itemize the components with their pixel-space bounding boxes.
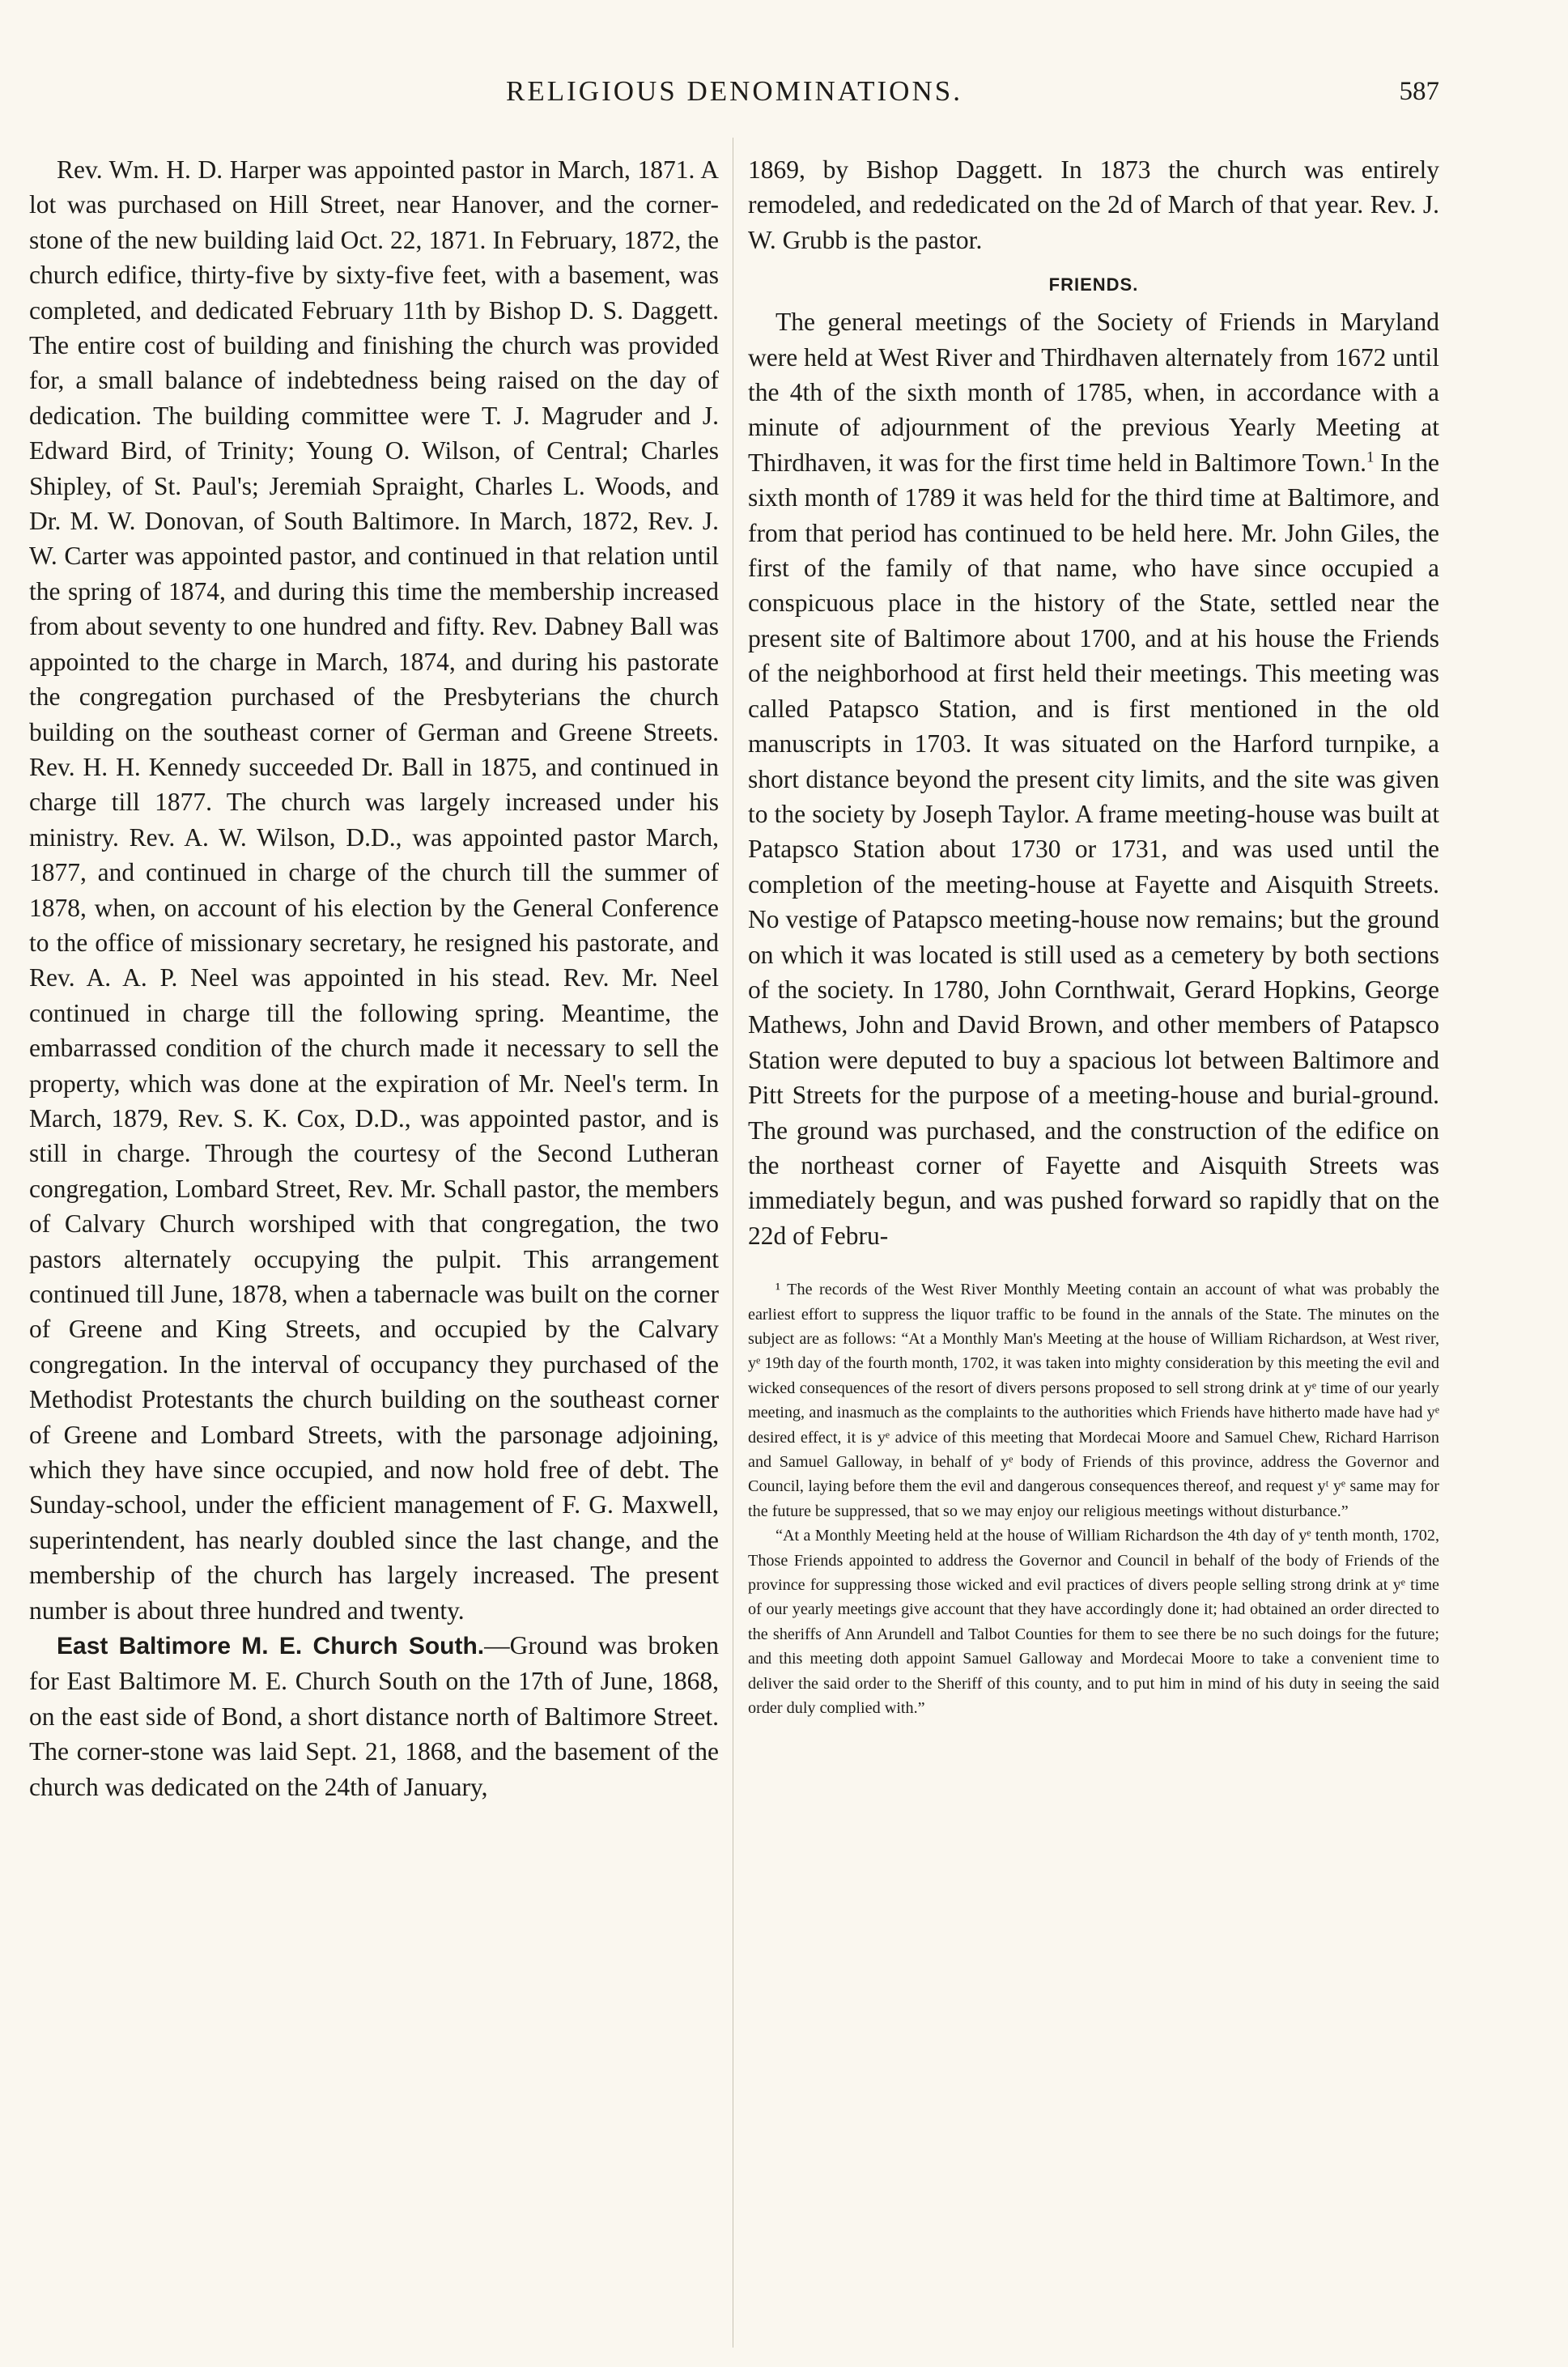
footnote-marker: 1 bbox=[1366, 448, 1375, 466]
friends-text-a: The general meetings of the Society of Friends in Maryland were held at West River and Thirdhaven alternately from 1672 until the 4th of the sixth month of 1785, when, in accordance with a minute of adjournment of the previous Yearly Meeting at Thirdhaven, it was for the first time held in Baltimore Town. bbox=[748, 308, 1439, 477]
footnote-1-continued: “At a Monthly Meeting held at the house of William Richardson the 4th day of yᵉ tenth month, 1702, Those Friends appointed to address the Governor and Council in behalf of the body of Friends of the province for suppressing those wicked and evil practices of divers people selling strong drink at yᵉ time of our yearly meetings give account that they have accordingly done it; had obtained an order directed to the sheriffs of Ann Arundell and Talbot Counties for them to see there be no such doings for the future; and this meeting doth appoint Samuel Galloway and Mordecai Moore to take a convenient time to deliver the said order to the Sheriff of this county, and to put him in mind of his duty in seeing the said order duly complied with.” bbox=[748, 1527, 1439, 1718]
running-head bbox=[29, 71, 1439, 120]
footnote-1: ¹ The records of the West River Monthly Meeting contain an account of what was probably the earliest effort to suppress the liquor traffic to be found in the annals of the State. The minutes on the subject are as follows: “At a Monthly Man's Meeting at the house of William Richardson, at West river, yᵉ 19th day of the fourth month, 1702, it was taken into mighty consideration by this meeting the evil and wicked consequences of the resort of divers persons proposed to sell strong drink at yᵉ time of our yearly meeting, and inasmuch as the complaints to the authorities which Friends have hitherto made have had yᵉ desired effect, it is yᵉ advice of this meeting that Mordecai Moore and Samuel Chew, Richard Harrison and Samuel Galloway, in behalf of yᵉ body of Friends of this province, address the Governor and Council, laying before them the evil and dangerous consequences thereof, and request yᵗ yᵉ same may for the future be suppressed, that so we may enjoy our religious meetings without disturbance.” bbox=[748, 1281, 1439, 1520]
right-column bbox=[748, 152, 1439, 1721]
footnotes bbox=[748, 1277, 1439, 1720]
page-number: 587 bbox=[1399, 77, 1439, 106]
running-title: RELIGIOUS DENOMINATIONS. bbox=[506, 75, 962, 107]
paragraph-friends bbox=[748, 304, 1439, 1253]
friends-text-b: In the sixth month of 1789 it was held for the third time at Baltimore, and from that period has continued to be held here. Mr. John Giles, the first of the family of that name, who have since occupied a conspicuous place in the history of the State, settled near the present site of Baltimore about 1700, and at his house the Friends of the neighborhood at first held their meetings. This meeting was called Patapsco Station, and is first mentioned in the old manuscripts in 1703. It was situated on the Harford turnpike, a short distance beyond the present city limits, and the site was given to the society by Joseph Taylor. A frame meeting-house was built at Patapsco Station about 1730 or 1731, and was used until the completion of the meeting-house at Fayette and Aisquith Streets. No vestige of Patapsco meeting-house now remains; but the ground on which it was located is still used as a cemetery by both sections of the society. In 1780, John Cornthwait, Gerard Hopkins, George Mathews, John and David Brown, and other members of Patapsco Station were deputed to buy a spacious lot between Baltimore and Pitt Streets for the purpose of a meeting-house and burial-ground. The ground was purchased, and the construction of the edifice on the northeast corner of Fayette and Aisquith Streets was immediately begun, and was pushed forward so rapidly that on the 22d of Febru- bbox=[748, 448, 1439, 1250]
church-title: East Baltimore M. E. Church South. bbox=[57, 1633, 485, 1660]
section-heading-friends: FRIENDS. bbox=[1048, 274, 1139, 295]
paragraph-east-baltimore-church bbox=[29, 1628, 719, 1804]
paragraph-calvary-church: Rev. Wm. H. D. Harper was appointed pastor in March, 1871. A lot was purchased on Hill Street, near Hanover, and the corner-stone of the new building laid Oct. 22, 1871. In February, 1872, the church edifice, thirty-five by sixty-five feet, with a basement, was completed, and dedicated February 11th by Bishop D. S. Daggett. The entire cost of building and finishing the church was provided for, a small balance of indebtedness being raised on the day of dedication. The building committee were T. J. Magruder and J. Edward Bird, of Trinity; Young O. Wilson, of Central; Charles Shipley, of St. Paul's; Jeremiah Spraight, Charles L. Woods, and Dr. M. W. Donovan, of South Baltimore. In March, 1872, Rev. J. W. Carter was appointed pastor, and continued in that relation until the spring of 1874, and during this time the membership increased from about seventy to one hundred and fifty. Rev. Dabney Ball was appointed to the charge in March, 1874, and during his pastorate the congregation purchased of the Presbyterians the church building on the southeast corner of German and Greene Streets. Rev. H. H. Kennedy succeeded Dr. Ball in 1875, and continued in charge till 1877. The church was largely increased under his ministry. Rev. A. W. Wilson, D.D., was appointed pastor March, 1877, and continued in charge of the church till the summer of 1878, when, on account of his election by the General Conference to the office of missionary secretary, he resigned his pastorate, and Rev. A. A. P. Neel was appointed in his stead. Rev. Mr. Neel continued in charge till the following spring. Meantime, the embarrassed condition of the church made it necessary to sell the property, which was done at the expiration of Mr. Neel's term. In March, 1879, Rev. S. K. Cox, D.D., was appointed pastor, and is still in charge. Through the courtesy of the Second Lutheran congregation, Lombard Street, Rev. Mr. Schall pastor, the members of Calvary Church worshiped with that congregation, the two pastors alternately occupying the pulpit. This arrangement continued till June, 1878, when a tabernacle was built on the corner of Greene and King Streets, and occupied by the Calvary congregation. In the interval of occupancy they purchased of the Methodist Protestants the church building on the southeast corner of Greene and Lombard Streets, with the parsonage adjoining, which they have since occupied, and now hold free of debt. The Sunday-school, under the efficient management of F. G. Maxwell, superintendent, has nearly doubled since the last change, and the membership of the church has largely increased. The present number is about three hundred and twenty. bbox=[29, 155, 719, 1625]
east-baltimore-text: —Ground was broken for East Baltimore M. E. Church South on the 17th of June, 1868, on the east side of Bond, a short distance north of Baltimore Street. The corner-stone was laid Sept. 21, 1868, and the basement of the church was dedicated on the 24th of January, bbox=[29, 1631, 719, 1801]
paragraph-continued: 1869, by Bishop Daggett. In 1873 the church was entirely remodeled, and rededicated on the 2d of March of that year. Rev. J. W. Grubb is the pastor. bbox=[748, 155, 1439, 254]
left-column bbox=[29, 152, 719, 1804]
